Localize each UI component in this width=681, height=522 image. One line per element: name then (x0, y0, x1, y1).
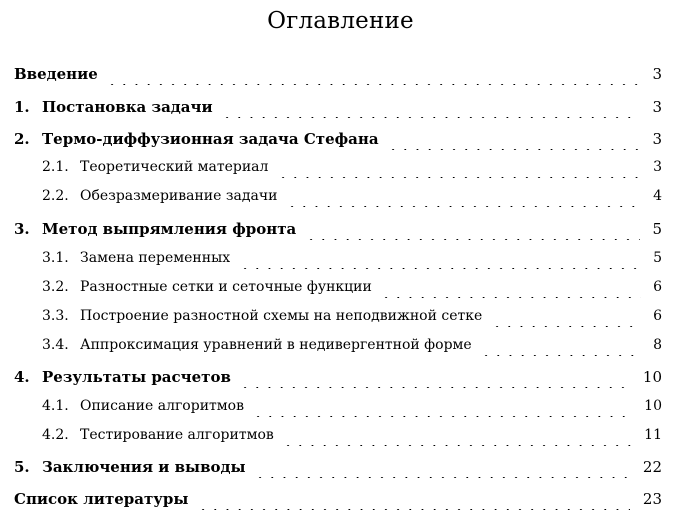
toc-entry-page: 3 (652, 130, 662, 148)
toc-dot-leader (380, 276, 641, 298)
toc-entry-number: 2. (14, 130, 30, 148)
toc-entry-number: 5. (14, 458, 30, 476)
toc-entry-section-2[interactable] (0, 128, 681, 150)
toc-entry-label: Введение (14, 65, 98, 83)
toc-entry-page: 5 (652, 220, 662, 238)
toc-entry-introduction[interactable] (0, 63, 681, 85)
toc-dot-leader (197, 488, 630, 510)
toc-entry-page: 3 (653, 159, 662, 175)
toc-entry-label: Обезразмеривание задачи (80, 188, 278, 204)
toc-entry-number: 3.1. (42, 250, 69, 266)
toc-dot-leader (277, 156, 641, 178)
toc-title: Оглавление (267, 8, 414, 34)
toc-entry-label: Заключения и выводы (42, 458, 246, 476)
toc-entry-section-3-1[interactable] (0, 247, 681, 269)
toc-entry-number: 4.2. (42, 427, 69, 443)
toc-entry-number: 3.4. (42, 337, 69, 353)
toc-entry-page: 11 (644, 427, 662, 443)
toc-entry-label: Тестирование алгоритмов (80, 427, 274, 443)
toc-entry-section-4[interactable] (0, 366, 681, 388)
toc-dot-leader (282, 424, 632, 446)
toc-entry-page: 6 (653, 308, 662, 324)
toc-entry-number: 4. (14, 368, 30, 386)
toc-entry-label: Построение разностной схемы на неподвижной сетке (80, 308, 483, 324)
toc-entry-page: 23 (642, 490, 662, 508)
toc-entry-label: Замена переменных (80, 250, 231, 266)
toc-entry-section-3-4[interactable] (0, 334, 681, 356)
toc-entry-number: 2.1. (42, 159, 69, 175)
toc-entry-label: Постановка задачи (42, 98, 213, 116)
toc-entry-section-3-3[interactable] (0, 305, 681, 327)
toc-dot-leader (286, 185, 641, 207)
toc-entry-page: 5 (653, 250, 662, 266)
toc-dot-leader (305, 218, 640, 240)
toc-entry-page: 10 (642, 368, 662, 386)
toc-entry-page: 10 (644, 398, 662, 414)
toc-entry-section-2-1[interactable] (0, 156, 681, 178)
toc-entry-section-2-2[interactable] (0, 185, 681, 207)
toc-entry-number: 3.3. (42, 308, 69, 324)
toc-entry-label: Описание алгоритмов (80, 398, 244, 414)
toc-entry-bibliography[interactable] (0, 488, 681, 510)
toc-entry-page: 22 (642, 458, 662, 476)
toc-entry-label: Аппроксимация уравнений в недивергентной форме (80, 337, 472, 353)
toc-entry-section-1[interactable] (0, 96, 681, 118)
toc-entry-number: 4.1. (42, 398, 69, 414)
toc-entry-section-3-2[interactable] (0, 276, 681, 298)
toc-entry-label: Теоретический материал (80, 159, 269, 175)
toc-entry-label: Список литературы (14, 490, 189, 508)
toc-entry-number: 3.2. (42, 279, 69, 295)
toc-entry-section-5[interactable] (0, 456, 681, 478)
toc-entry-page: 3 (652, 65, 662, 83)
toc-entry-label: Термо-диффузионная задача Стефана (42, 130, 379, 148)
toc-dot-leader (254, 456, 630, 478)
toc-entry-section-4-2[interactable] (0, 424, 681, 446)
toc-entry-label: Разностные сетки и сеточные функции (80, 279, 372, 295)
toc-entry-label: Результаты расчетов (42, 368, 231, 386)
toc-dot-leader (106, 63, 640, 85)
toc-dot-leader (480, 334, 641, 356)
toc-entry-label: Метод выпрямления фронта (42, 220, 297, 238)
toc-entry-page: 6 (653, 279, 662, 295)
toc-entry-section-4-1[interactable] (0, 395, 681, 417)
toc-dot-leader (491, 305, 641, 327)
toc-dot-leader (239, 247, 641, 269)
toc-entry-number: 1. (14, 98, 30, 116)
toc-dot-leader (387, 128, 640, 150)
toc-dot-leader (221, 96, 640, 118)
toc-entry-page: 8 (653, 337, 662, 353)
toc-entry-number: 2.2. (42, 188, 69, 204)
toc-dot-leader (239, 366, 630, 388)
toc-entry-page: 4 (653, 188, 662, 204)
toc-entry-section-3[interactable] (0, 218, 681, 240)
toc-dot-leader (252, 395, 632, 417)
toc-entry-page: 3 (652, 98, 662, 116)
toc-entry-number: 3. (14, 220, 30, 238)
